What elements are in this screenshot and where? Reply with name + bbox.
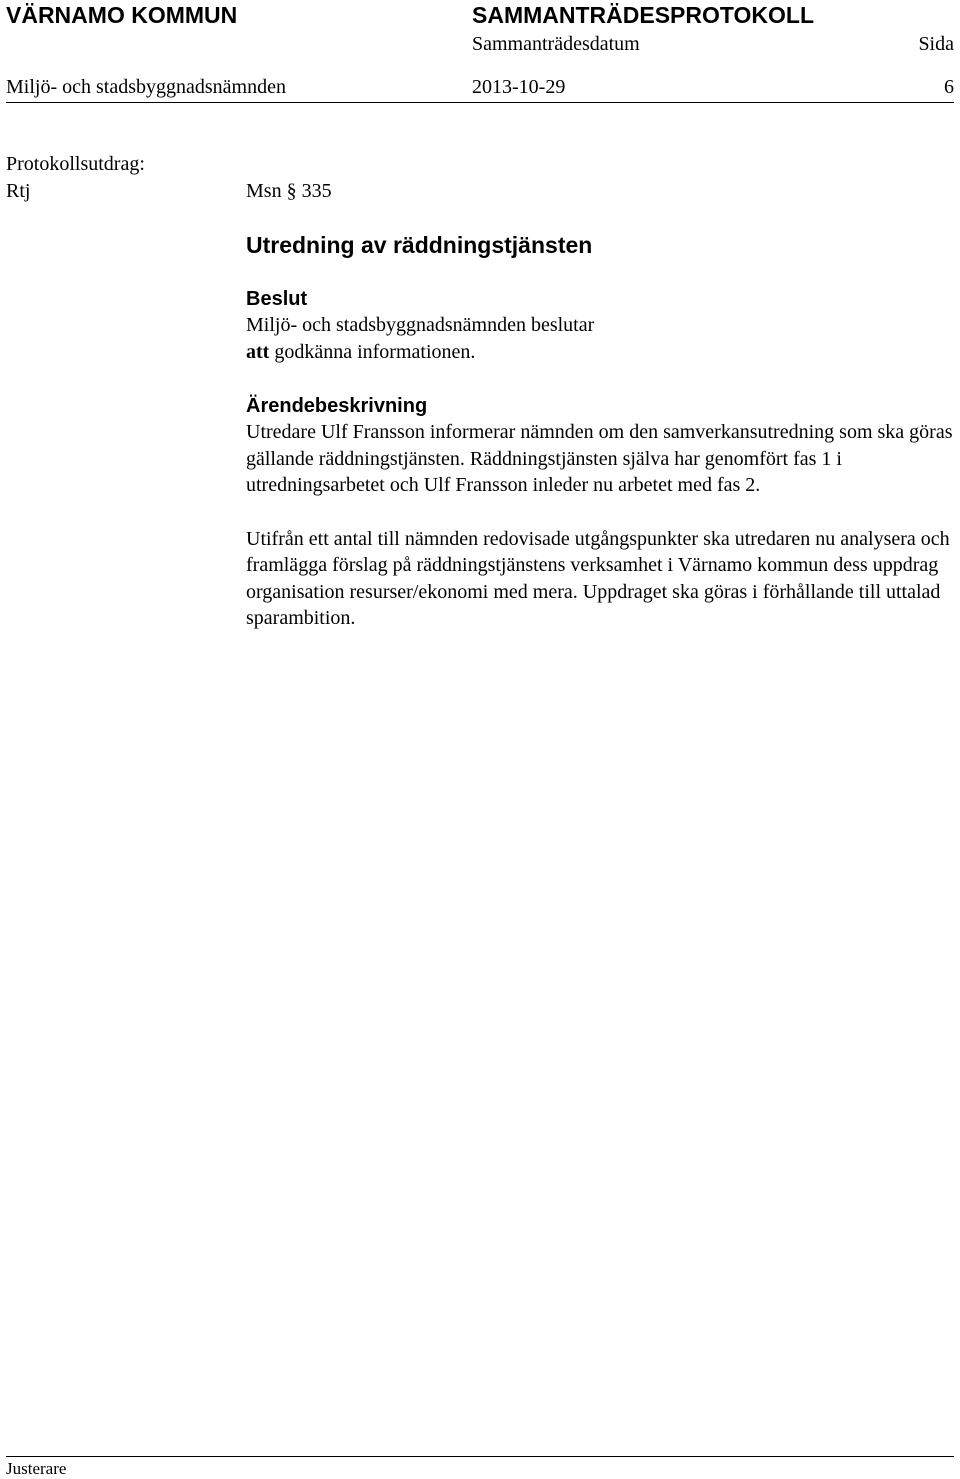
decision-section (246, 286, 956, 365)
att-keyword: att (246, 340, 270, 363)
adjuster-label: Justerare (6, 1459, 67, 1478)
page-number: 6 (944, 76, 954, 98)
organization-name: VÄRNAMO KOMMUN (6, 2, 238, 28)
decision-text: godkänna informationen. (274, 340, 476, 363)
extract-label: Protokollsutdrag: (6, 153, 145, 175)
decision-line: Miljö- och stadsbyggnadsnämnden beslutar (246, 314, 595, 336)
description-section (246, 393, 956, 632)
meeting-date-label: Sammanträdesdatum (472, 33, 640, 55)
header-divider (6, 102, 954, 103)
description-paragraph-2: Utifrån ett antal till nämnden redovisade utgångspunkter ska utredaren nu analysera och framlägga förslag på räddningstjänstens verksamhet i Värnamo kommun dess uppdrag organisation resurser/ekonomi med mera. Uppdraget ska göras i förhållande till uttalad sparambition. (246, 527, 950, 629)
extract-recipient: Rtj (6, 180, 31, 202)
document-type: SAMMANTRÄDESPROTOKOLL (472, 2, 815, 28)
description-paragraph-1: Utredare Ulf Fransson informerar nämnden om den samverkansutredning som ska göras gällande räddningstjänsten. Räddningstjänsten själva har genomfört fas 1 i utredningsarbetet och Ulf Fransson inleder nu arbetet med fas 2. (246, 421, 953, 496)
case-number: Msn § 335 (246, 180, 332, 202)
description-heading: Ärendebeskrivning (246, 395, 428, 417)
meeting-date: 2013-10-29 (472, 76, 566, 98)
page-label: Sida (918, 33, 954, 55)
document-title: Utredning av räddningstjänsten (246, 232, 593, 258)
board-name: Miljö- och stadsbyggnadsnämnden (6, 76, 286, 98)
decision-heading: Beslut (246, 288, 308, 310)
decision-att-line (246, 339, 956, 366)
footer-divider (6, 1456, 954, 1457)
